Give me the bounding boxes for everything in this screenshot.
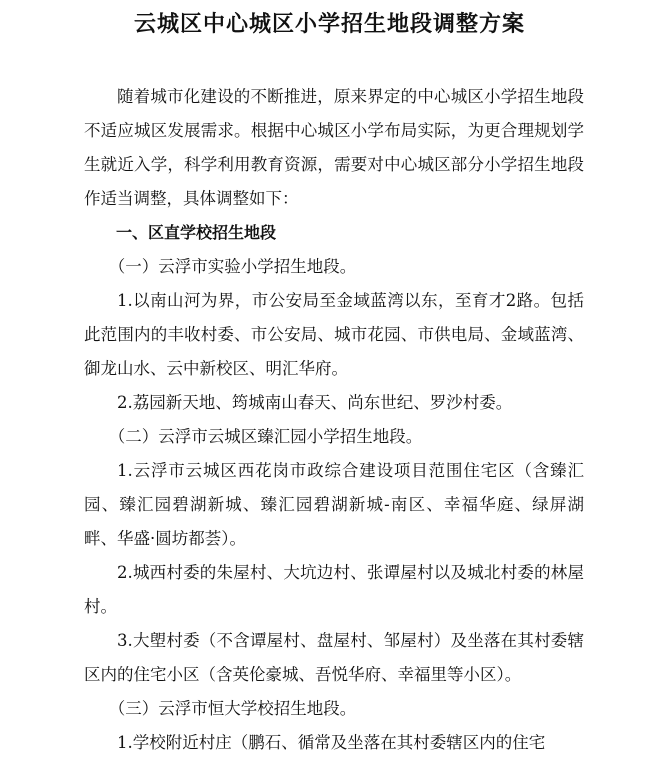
intro-paragraph: 随着城市化建设的不断推进，原来界定的中心城区小学招生地段不适应城区发展需求。根据中心城区小学布局实际，为更合理规划学生就近入学，科学利用教育资源，需要对中心城区部分小学招生地段作适当调整，具体调整如下： [84, 87, 584, 208]
subsection-1-item-1: 1.以南山河为界，市公安局至金域蓝湾以东，至育才2路。包括此范围内的丰收村委、市公安局、城市花园、市供电局、金域蓝湾、御龙山水、云中新校区、明汇华府。 [84, 291, 584, 378]
subsection-2-item-1: 1.云浮市云城区西花岗市政综合建设项目范围住宅区（含臻汇园、臻汇园碧湖新城、臻汇园碧湖新城-南区、幸福华庭、绿屏湖畔、华盛·圆坊都荟）。 [84, 461, 584, 548]
subsection-1-item-2: 2.荔园新天地、筠城南山春天、尚东世纪、罗沙村委。 [117, 393, 513, 412]
document-title: 云城区中心城区小学招生地段调整方案 [133, 12, 525, 37]
subsection-2-item-3: 3.大塱村委（不含谭屋村、盘屋村、邹屋村）及坐落在其村委辖区内的住宅小区（含英伦豪城、吾悦华府、幸福里等小区）。 [84, 631, 584, 684]
subsection-title-2: （二）云浮市云城区臻汇园小学招生地段。 [108, 427, 423, 446]
subsection-3-item-1: 1.学校附近村庄（鹏石、循常及坐落在其村委辖区内的住宅 [117, 733, 546, 752]
document-body [84, 80, 584, 760]
subsection-title-3: （三）云浮市恒大学校招生地段。 [108, 699, 357, 718]
subsection-title-1: （一）云浮市实验小学招生地段。 [108, 257, 357, 276]
subsection-2-item-2: 2.城西村委的朱屋村、大坑边村、张谭屋村以及城北村委的林屋村。 [84, 563, 584, 616]
section-heading-1: 一、区直学校招生地段 [116, 223, 277, 242]
